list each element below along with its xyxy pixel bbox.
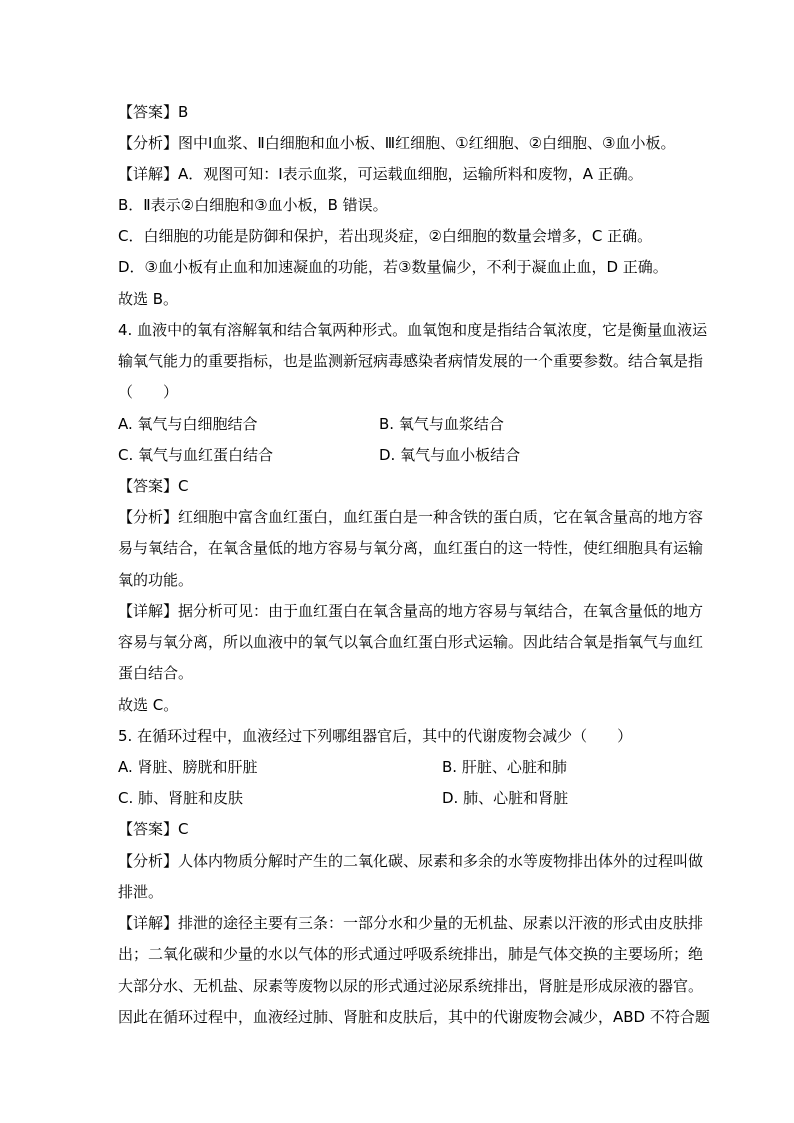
q5-detail-line-3: 大部分水、无机盐、尿素等废物以尿的形式通过泌尿系统排出，肾脏是形成尿液的器官。 (118, 977, 704, 995)
q5-analysis-line-2: 排泄。 (118, 883, 164, 901)
q5-answer: 【答案】C (118, 820, 189, 838)
q3-analysis: 【分析】图中Ⅰ血浆、Ⅱ白细胞和血小板、Ⅲ红细胞、①红细胞、②白细胞、③血小板。 (118, 134, 676, 152)
q5-detail-line-4: 因此在循环过程中，血液经过肺、肾脏和皮肤后，其中的代谢废物会减少，ABD 不符合题 (118, 1008, 710, 1026)
q4-conclusion: 故选 C。 (118, 696, 179, 714)
q5-detail-line-1: 【详解】排泄的途径主要有三条：一部分水和少量的无机盐、尿素以汗液的形式由皮肤排 (118, 914, 704, 932)
q5-analysis-line-1: 【分析】人体内物质分解时产生的二氧化碳、尿素和多余的水等废物排出体外的过程叫做 (118, 852, 704, 870)
q4-detail-line-1: 【详解】据分析可见：由于血红蛋白在氧含量高的地方容易与氧结合，在氧含量低的地方 (118, 602, 704, 620)
q4-option-b: B. 氧气与血浆结合 (379, 415, 504, 433)
q5-option-a: A. 肾脏、膀胱和肝脏 (118, 758, 258, 776)
q3-conclusion: 故选 B。 (118, 290, 179, 308)
q5-option-b: B. 肝脏、心脏和肺 (442, 758, 567, 776)
q5-detail-line-2: 出；二氧化碳和少量的水以气体的形式通过呼吸系统排出，肺是气体交换的主要场所；绝 (118, 945, 704, 963)
q4-option-d: D. 氧气与血小板结合 (379, 446, 521, 464)
q4-stem-line-2: 输氧气能力的重要指标，也是监测新冠病毒感染者病情发展的一个重要参数。结合氧是指 (118, 352, 704, 370)
q4-analysis-line-1: 【分析】红细胞中富含血红蛋白，血红蛋白是一种含铁的蛋白质，它在氧含量高的地方容 (118, 508, 704, 526)
q5-option-d: D. 肺、心脏和肾脏 (442, 789, 569, 807)
q3-answer: 【答案】B (118, 103, 189, 121)
q4-option-a: A. 氧气与白细胞结合 (118, 415, 258, 433)
q3-detail-line-1: 【详解】A．观图可知：Ⅰ表示血浆，可运载血细胞，运输所料和废物，A 正确。 (118, 165, 643, 183)
q3-detail-line-2: B．Ⅱ表示②白细胞和③血小板，B 错误。 (118, 196, 388, 214)
q4-option-c: C. 氧气与血红蛋白结合 (118, 446, 274, 464)
q4-analysis-line-3: 氧的功能。 (118, 571, 194, 589)
q4-detail-line-2: 容易与氧分离，所以血液中的氧气以氧合血红蛋白形式运输。因此结合氧是指氧气与血红 (118, 633, 704, 651)
q3-detail-line-4: D．③血小板有止血和加速凝血的功能，若③数量偏少，不利于凝血止血，D 正确。 (118, 258, 668, 276)
q4-stem-line-3: （ ） (118, 383, 179, 401)
q5-option-c: C. 肺、肾脏和皮肤 (118, 789, 244, 807)
q5-stem: 5. 在循环过程中，血液经过下列哪组器官后，其中的代谢废物会减少（ ） (118, 727, 633, 745)
q4-answer: 【答案】C (118, 477, 189, 495)
q4-detail-line-3: 蛋白结合。 (118, 664, 194, 682)
q4-analysis-line-2: 易与氧结合，在氧含量低的地方容易与氧分离，血红蛋白的这一特性，使红细胞具有运输 (118, 539, 704, 557)
q3-detail-line-3: C．白细胞的功能是防御和保护，若出现炎症，②白细胞的数量会增多，C 正确。 (118, 227, 653, 245)
q4-stem-line-1: 4. 血液中的氧有溶解氧和结合氧两种形式。血氧饱和度是指结合氧浓度，它是衡量血液运 (118, 321, 708, 339)
